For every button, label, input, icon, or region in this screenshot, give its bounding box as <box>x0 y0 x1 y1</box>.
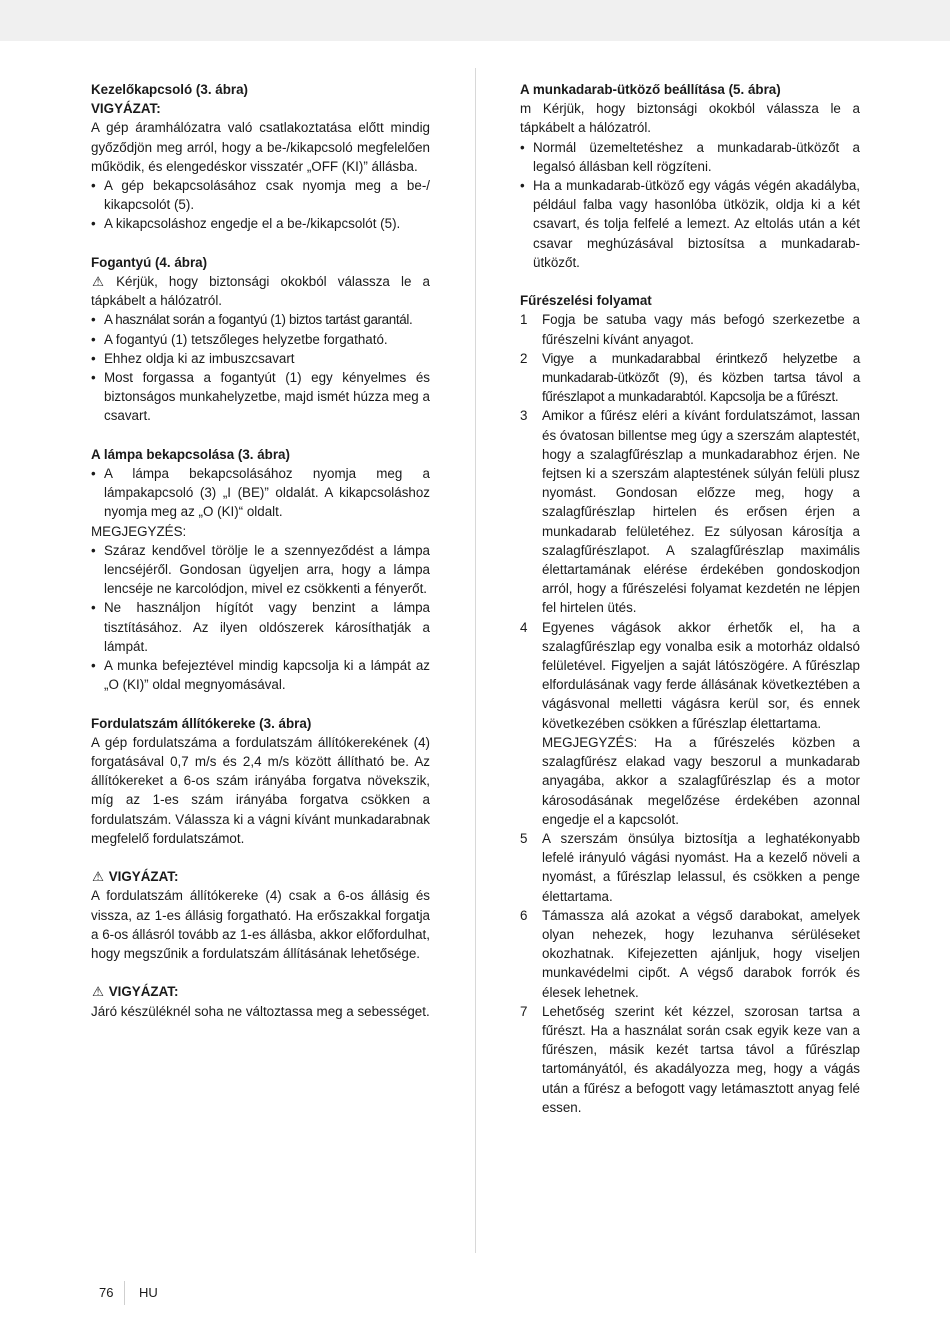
list-item <box>520 1002 860 1117</box>
list-item: • A használat során a fogantyú (1) biztos tartást garantál. <box>91 310 430 329</box>
caution-label: VIGYÁZAT: <box>91 101 161 117</box>
section-title: Fogantyú (4. ábra) <box>91 254 208 270</box>
list-item <box>520 349 860 407</box>
language-code: HU <box>139 1285 158 1300</box>
page-number: 76 <box>99 1285 114 1300</box>
list-item <box>520 310 860 348</box>
numbered-list <box>520 310 860 1117</box>
list-item <box>520 406 860 617</box>
bullet-list <box>91 310 430 425</box>
section-sawing-process <box>520 291 860 1117</box>
paragraph: A fordulatszám állítókereke (4) csak a 6-os állásig és vissza, az 1-es állásig forgatható. Ha erőszakkal forgatja a 6-os állásról tovább az 1-es állásba, akkor előfordulhat, hogy megszűnik a fordulatszám állításának lehetősége. <box>91 888 430 962</box>
section-title: A lámpa bekapcsolása (3. ábra) <box>91 446 290 462</box>
section-lamp <box>91 445 430 695</box>
step-text: Fogja be satuba vagy más befogó szerkezetbe a fűrészelni kívánt anyagot. <box>542 312 860 347</box>
step-number: 4 <box>520 619 528 635</box>
footer-divider <box>124 1281 125 1305</box>
paragraph: A gép fordulatszáma a fordulatszám állítókerekének (4) forgatásával 0,7 m/s és 2,4 m/s között állítható be. Az állítókereket a 6-os szám irányába forgatva növekszik, míg az 1-es szám irányába forgatva csökken a fordulatszám. Válassza ki a vágni kívánt munkadarabnak megfelelő fordulatszámot. <box>91 734 430 846</box>
step-text: A szerszám önsúlya biztosítja a leghatékonyabb lefelé irányuló vágási nyomást. Ha a kezelő növeli a nyomást, a fűrészlap lelassul, és csökken a penge élettartama. <box>542 830 860 904</box>
section-caution-2 <box>91 982 430 1020</box>
step-text: Lehetőség szerint két kézzel, szorosan tartsa a fűrészt. Ha a használat során csak egyik keze van a fűrészen, másik kezét tartsa távol a fűrészlap tartományától, és akadályozza meg, hogy a vágás után a fűrész a befogott vagy letámasztott anyag felé essen. <box>542 1003 860 1115</box>
section-speed-wheel <box>91 714 430 848</box>
section-operating-switch <box>91 80 430 234</box>
caution-title: ⚠ VIGYÁZAT: <box>91 982 430 1001</box>
list-item: • Száraz kendővel törölje le a szennyeződést a lámpa lencséjéről. Gondosan ügyeljen arra, hogy a lámpa lencséje ne karcolódjon, mivel ez csökkenti a fényerőt. <box>91 541 430 599</box>
list-item <box>520 618 860 829</box>
step-number: 1 <box>520 312 528 328</box>
section-caution-1 <box>91 867 430 963</box>
list-item: • A gép bekapcsolásához csak nyomja meg a be-/ kikapcsolót (5). <box>91 176 430 214</box>
section-handle <box>91 253 430 426</box>
right-column <box>520 80 860 1136</box>
paragraph: m Kérjük, hogy biztonsági okokból válassza le a tápkábelt a hálózatról. <box>520 101 860 136</box>
step-number: 7 <box>520 1003 528 1019</box>
list-item: • A fogantyú (1) tetszőleges helyzetbe forgatható. <box>91 330 430 349</box>
list-item: • A lámpa bekapcsolásához nyomja meg a lámpakapcsoló (3) „I (BE)” oldalát. A kikapcsoláshoz nyomja meg az „O (KI)“ oldalt. <box>91 464 430 522</box>
list-item: • Ne használjon hígítót vagy benzint a lámpa tisztításához. Az ilyen oldószerek károsíthatják a lámpát. <box>91 598 430 656</box>
step-note: MEGJEGYZÉS: Ha a fűrészelés közben a szalagfűrész elakad vagy beszorul a munkadarab anyagába, akkor a szalagfűrészlap és a motor károsodásának megelőzése érdekében azonnal engedje el a kapcsolót. <box>542 734 860 827</box>
step-number: 6 <box>520 907 528 923</box>
top-bar <box>0 0 950 41</box>
step-number: 2 <box>520 350 528 366</box>
list-item <box>520 829 860 906</box>
left-column <box>91 80 430 1040</box>
section-title: Kezelőkapcsoló (3. ábra) <box>91 82 249 97</box>
caution-title: ⚠ VIGYÁZAT: <box>91 867 430 886</box>
bullet-list <box>91 176 430 234</box>
step-number: 3 <box>520 408 528 424</box>
section-workpiece-stop <box>520 80 860 272</box>
list-item: • A kikapcsoláshoz engedje el a be-/kikapcsolót (5). <box>91 214 430 233</box>
list-item: • A munka befejeztével mindig kapcsolja ki a lámpát az „O (KI)” oldal megnyomásával. <box>91 656 430 694</box>
list-item <box>520 906 860 1002</box>
list-item: • Most forgassa a fogantyút (1) egy kényelmes és biztonságos munkahelyzetbe, majd ismét húzza meg a csavart. <box>91 368 430 426</box>
step-number: 5 <box>520 830 528 846</box>
warning-icon: ⚠ <box>91 984 104 1000</box>
bullet-list <box>91 464 430 522</box>
section-title: Fordulatszám állítókereke (3. ábra) <box>91 715 312 731</box>
paragraph: A gép áramhálózatra való csatlakoztatása előtt mindig győződjön meg arról, hogy a be-/kikapcsoló megfelelően működik, és elengedéskor visszatér „OFF (KI)” állásba. <box>91 120 430 174</box>
bullet-list <box>520 138 860 272</box>
warning-icon: ⚠ <box>91 274 104 290</box>
column-divider <box>475 68 476 1253</box>
note-label: MEGJEGYZÉS: <box>91 523 187 539</box>
list-item: • Ha a munkadarab-ütköző egy vágás végén akadályba, például falba vagy hasonlóba ütközik, oldja ki a két csavart, és tolja felfelé a lemezt. Az eltolás után a két csavar meghúzásával biztosítsa a munkadarab-ütközőt. <box>520 176 860 272</box>
section-title: A munkadarab-ütköző beállítása (5. ábra) <box>520 82 781 97</box>
paragraph <box>91 272 430 310</box>
step-text: Támassza alá azokat a végső darabokat, amelyek olyan nehezek, hogy lezuhanva sérüléseket okozhatnak. Kifejezetten ajánljuk, hogy viseljen munkavédelmi cipőt. A végső darabok forrók és élesek lehetnek. <box>542 907 860 1000</box>
step-text: Egyenes vágások akkor érhetők el, ha a szalagfűrészlap egy vonalba esik a motorház oldalsó felületével. Figyeljen a saját látószögére. A fűrészlap elfordulásának vagy ferde állásának következtében a vágásvonal melletti vágásra kerül sor, és ennek következében csökken a fűrészlap élettartama. <box>542 619 860 731</box>
section-title: Fűrészelési folyamat <box>520 293 652 309</box>
list-item: • Ehhez oldja ki az imbuszcsavart <box>91 349 430 368</box>
paragraph: Járó készüléknél soha ne változtassa meg a sebességet. <box>91 1003 430 1019</box>
warning-text: Kérjük, hogy biztonsági okokból válassza le a tápkábelt a hálózatról. <box>91 274 430 309</box>
step-text: Vigye a munkadarabbal érintkező helyzetbe a munkadarab-ütközőt (9), és közben tartsa távol a fűrészlapot a munkadarabtól. Kapcsolja be a fűrészt. <box>542 350 860 405</box>
list-item: • Normál üzemeltetéshez a munkadarab-ütközőt a legalsó állásban kell rögzíteni. <box>520 138 860 176</box>
bullet-list <box>91 541 430 695</box>
step-text: Amikor a fűrész eléri a kívánt fordulatszámot, lassan és óvatosan billentse meg úgy a szerszám alaptestét, hogy a szalagfűrészlap a munkadarabhoz érjen. Ne fejtsen ki a szerszám alaptestének súlyán felüli plusz nyomást. Gondosan előzze meg, hogy a szalagfűrészlap hirtelen és erősen érjen a munkadarab felületéhez. Ez súlyosan károsítja a szalagfűrészlapot. A szalagfűrészlap maximális élettartamának elérése érdekében gondoskodjon arról, hogy a fűrészelési folyamat kezdetén ne lépjen fel hirtelen ütés. <box>542 408 860 616</box>
warning-icon: ⚠ <box>91 869 104 885</box>
